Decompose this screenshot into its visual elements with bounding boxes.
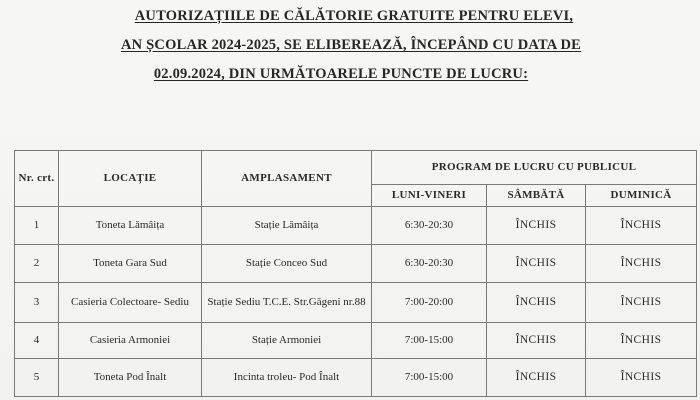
cell-nr: 1: [15, 207, 59, 245]
cell-amplasament: Stație Armoniei: [202, 323, 372, 359]
heading-line-3: 02.09.2024, DIN URMĂTOARELE PUNCTE DE LUCRU:: [153, 66, 529, 82]
cell-amplasament: Incinta troleu- Pod Înalt: [202, 359, 372, 397]
cell-nr: 5: [15, 359, 59, 397]
cell-amplasament: Stație Sediu T.C.E. Str.Găgeni nr.88: [202, 283, 372, 323]
cell-locatie: Toneta Lămâița: [59, 207, 202, 245]
header-duminica: DUMINICĂ: [586, 185, 697, 207]
cell-sambata: ÎNCHIS: [487, 245, 586, 283]
cell-amplasament: Stație Lămâița: [202, 207, 372, 245]
table-header-row: [15, 151, 697, 185]
cell-sambata: ÎNCHIS: [487, 323, 586, 359]
cell-luni-vineri: 6:30-20:30: [372, 207, 487, 245]
cell-luni-vineri: 6:30-20:30: [372, 245, 487, 283]
cell-sambata: ÎNCHIS: [487, 359, 586, 397]
cell-duminica: ÎNCHIS: [586, 323, 697, 359]
cell-locatie: Toneta Gara Sud: [59, 245, 202, 283]
cell-nr: 3: [15, 283, 59, 323]
cell-duminica: ÎNCHIS: [586, 283, 697, 323]
header-amplasament: AMPLASAMENT: [202, 151, 372, 207]
table-row: [15, 207, 697, 245]
heading-line-1: AUTORIZAȚIILE DE CĂLĂTORIE GRATUITE PENTRU ELEVI,: [134, 8, 574, 24]
cell-duminica: ÎNCHIS: [586, 245, 697, 283]
cell-nr: 2: [15, 245, 59, 283]
document-heading: [0, 2, 700, 89]
cell-sambata: ÎNCHIS: [487, 207, 586, 245]
cell-luni-vineri: 7:00-15:00: [372, 359, 487, 397]
header-program: PROGRAM DE LUCRU CU PUBLICUL: [372, 151, 697, 185]
table-row: [15, 323, 697, 359]
cell-luni-vineri: 7:00-20:00: [372, 283, 487, 323]
cell-duminica: ÎNCHIS: [586, 207, 697, 245]
table-row: [15, 359, 697, 397]
header-locatie: LOCAȚIE: [59, 151, 202, 207]
heading-line-2: AN ȘCOLAR 2024-2025, SE ELIBEREAZĂ, ÎNCEPÂND CU DATA DE: [120, 37, 582, 53]
cell-locatie: Casieria Armoniei: [59, 323, 202, 359]
header-sambata: SÂMBĂTĂ: [487, 185, 586, 207]
cell-nr: 4: [15, 323, 59, 359]
cell-locatie: Casieria Colectoare- Sediu: [59, 283, 202, 323]
cell-duminica: ÎNCHIS: [586, 359, 697, 397]
cell-amplasament: Stație Conceo Sud: [202, 245, 372, 283]
schedule-table: [14, 150, 697, 397]
header-luni-vineri: LUNI-VINERI: [372, 185, 487, 207]
header-nr: Nr. crt.: [15, 151, 59, 207]
cell-locatie: Toneta Pod Înalt: [59, 359, 202, 397]
cell-luni-vineri: 7:00-15:00: [372, 323, 487, 359]
table-row: [15, 245, 697, 283]
cell-sambata: ÎNCHIS: [487, 283, 586, 323]
table-row: [15, 283, 697, 323]
